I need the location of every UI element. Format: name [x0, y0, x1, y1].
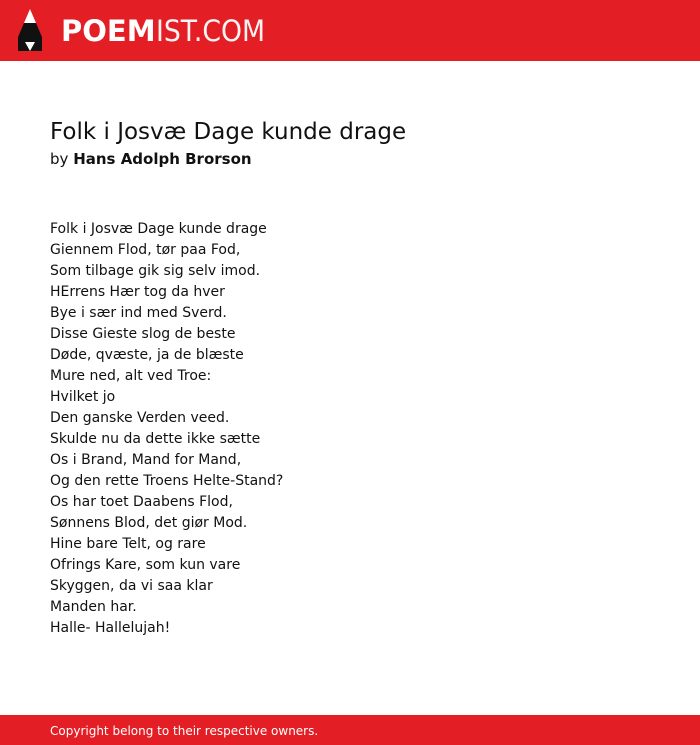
poem-line: Disse Gieste slog de beste [50, 326, 236, 342]
copyright-text: Copyright belong to their respective owners. [50, 724, 319, 738]
poem-line: Manden har. [50, 599, 137, 615]
logo-text-light: IST.COM [155, 14, 265, 48]
author-link[interactable]: Hans Adolph Brorson [73, 150, 252, 168]
logo-text-bold: POEM [61, 14, 156, 48]
poem-line: Døde, qvæste, ja de blæste [50, 347, 244, 363]
poem-line: Som tilbage gik sig selv imod. [50, 263, 261, 279]
poem-line: Hvilket jo [50, 389, 116, 405]
poem-line: Mure ned, alt ved Troe: [50, 368, 212, 384]
poem-line: Sønnens Blod, det giør Mod. [50, 515, 248, 531]
poem-line: Hine bare Telt, og rare [50, 536, 206, 552]
poem-line: Giennem Flod, tør paa Fod, [50, 242, 241, 258]
poem-line: Folk i Josvæ Dage kunde drage [50, 221, 267, 237]
poem-line: Den ganske Verden veed. [50, 410, 230, 426]
site-logo-text [61, 9, 274, 53]
poem-line: Halle- Hallelujah! [50, 620, 171, 636]
site-logo-link[interactable] [15, 8, 274, 54]
poem-line: HErrens Hær tog da hver [50, 284, 225, 300]
poem-title: Folk i Josvæ Dage kunde drage [50, 119, 407, 145]
poem-byline [50, 149, 252, 169]
pencil-icon [15, 9, 45, 53]
poem-line: Bye i sær ind med Sverd. [50, 305, 227, 321]
poem-line: Skulde nu da dette ikke sætte [50, 431, 261, 447]
site-header [0, 0, 700, 61]
poem-lines [50, 219, 283, 639]
poem-line: Os har toet Daabens Flod, [50, 494, 233, 510]
poem-line: Ofrings Kare, som kun vare [50, 557, 241, 573]
poem-line: Skyggen, da vi saa klar [50, 578, 213, 594]
site-footer [0, 715, 700, 745]
poem-line: Og den rette Troens Helte-Stand? [50, 473, 284, 489]
poem-line: Os i Brand, Mand for Mand, [50, 452, 242, 468]
byline-prefix: by [50, 150, 69, 168]
